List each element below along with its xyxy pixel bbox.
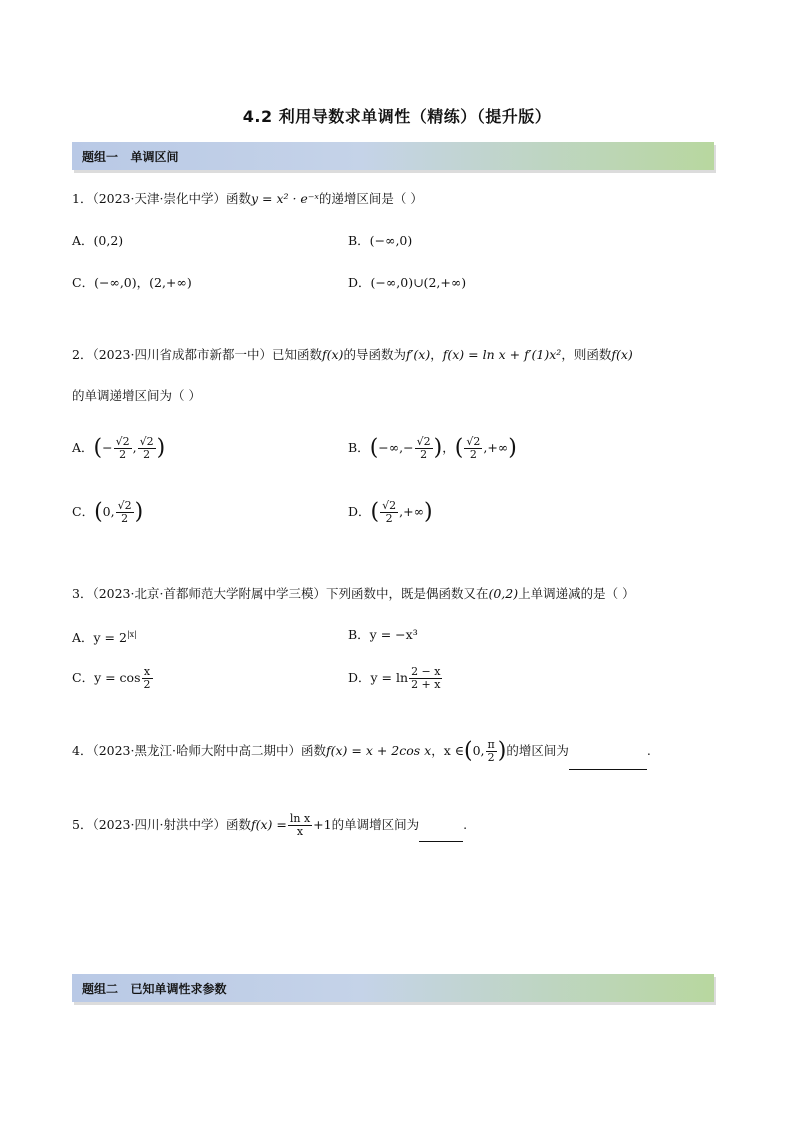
question-1-tail: 的递增区间是（ ）: [318, 191, 423, 206]
numerator: √2: [115, 435, 130, 448]
question-5-expr: f(x) =: [250, 817, 287, 832]
question-5-tail: 的单调增区间为: [331, 817, 420, 832]
fraction: [415, 436, 433, 461]
question-4-expr: f(x) = x + 2cos x: [325, 743, 432, 758]
option-b-label: B．: [348, 440, 370, 455]
question-2: [72, 345, 633, 365]
question-2-option-c[interactable]: [72, 494, 143, 531]
question-2-stem: 2．（2023·四川省成都市新都一中）已知函数: [72, 347, 322, 362]
question-1-option-b[interactable]: B．(−∞,0): [348, 233, 413, 248]
paren-close: ): [508, 435, 517, 461]
paren-open: (: [93, 435, 103, 461]
answer-blank[interactable]: [419, 827, 463, 842]
zero: 0,: [472, 743, 485, 758]
question-4-tail: 的增区间为: [506, 743, 569, 758]
fraction: [486, 739, 497, 764]
denominator: 2: [119, 448, 127, 461]
question-5-end: .: [463, 817, 468, 832]
zero: 0,: [102, 504, 115, 519]
denominator: 2: [385, 512, 393, 525]
question-3-stem: 3．（2023·北京·首都师范大学附属中学三模）下列函数中，既是偶函数又在: [72, 586, 489, 601]
section-banner-1: [72, 142, 714, 170]
paren-close: ): [156, 435, 166, 461]
question-2-equation: f(x) = ln x + f′(1)x²: [442, 347, 562, 362]
section-title-2: 题组二 已知单调性求参数: [82, 982, 227, 996]
paren-close: ): [424, 499, 433, 525]
fraction: [288, 813, 312, 838]
question-4: [72, 733, 651, 770]
denominator: 2: [420, 448, 428, 461]
numerator: √2: [466, 435, 481, 448]
fraction: [116, 500, 134, 525]
question-1-expr: y = x² · e⁻ˣ: [250, 191, 319, 206]
question-1-option-d[interactable]: D．(−∞,0)∪(2,+∞): [348, 275, 467, 290]
question-1-stem: 1．（2023·天津·崇化中学）函数: [72, 191, 251, 206]
question-3-tail: 上单调递减的是（ ）: [518, 586, 635, 601]
separator: ，: [442, 440, 455, 455]
question-4-end: .: [646, 743, 651, 758]
paren-open: (: [464, 738, 473, 764]
option-d-label: D．: [348, 504, 371, 519]
numerator: ln x: [289, 812, 311, 825]
paren-open: (: [370, 499, 380, 525]
paren-close: ): [134, 499, 144, 525]
question-3-option-d[interactable]: [348, 662, 443, 694]
question-3-interval: (0,2): [488, 586, 519, 601]
section-banner-2: [72, 974, 714, 1002]
numerator: π: [487, 738, 495, 751]
answer-blank[interactable]: [569, 755, 647, 770]
numerator: x: [142, 666, 153, 679]
fraction: [380, 500, 398, 525]
plus-inf: ,+∞: [483, 440, 509, 455]
question-2-fprime: f′(x): [405, 347, 431, 362]
question-5-plus: +1: [313, 817, 332, 832]
fraction: [138, 436, 156, 461]
fraction: [409, 666, 442, 691]
question-4-mid: ，x ∈: [431, 743, 464, 758]
question-1: [72, 189, 423, 209]
denominator: 2: [469, 448, 477, 461]
paren-open: (: [94, 499, 103, 525]
denominator: 2: [487, 751, 495, 764]
option-c-label: C．: [72, 504, 95, 519]
question-4-stem: 4．（2023·黑龙江·哈师大附中高二期中）函数: [72, 743, 326, 758]
question-2-sep: ，: [430, 347, 443, 362]
question-2-option-a[interactable]: [72, 430, 165, 467]
paren-close: ): [497, 738, 507, 764]
question-3: [72, 584, 635, 604]
question-2-line2: 的单调递增区间为（ ）: [72, 388, 201, 403]
plus-inf: ,+∞: [399, 504, 425, 519]
option-a-text: A．y = 2: [72, 630, 127, 646]
question-3-option-b[interactable]: B．y = −x³: [348, 627, 418, 642]
comma: ,: [132, 440, 137, 455]
option-a-exponent: |x|: [126, 630, 137, 639]
question-2-mid1: 的导函数为: [343, 347, 406, 362]
page-title: 4.2 利用导数求单调性（精练）（提升版）: [242, 107, 552, 126]
numerator: 2 − x: [411, 665, 441, 678]
fraction: [464, 436, 482, 461]
question-2-option-b[interactable]: [348, 430, 517, 467]
option-a-label: A．: [72, 440, 94, 455]
question-2-mid2: ，则函数: [561, 347, 612, 362]
numerator: √2: [416, 435, 431, 448]
numerator: √2: [382, 499, 397, 512]
section-title-1: 题组一 单调区间: [82, 150, 179, 164]
fraction: [142, 666, 153, 691]
numerator: √2: [117, 499, 132, 512]
question-5-stem: 5．（2023·四川·射洪中学）函数: [72, 817, 251, 832]
question-2-fx: f(x): [322, 347, 344, 362]
denominator: 2 + x: [411, 678, 441, 691]
question-5: [72, 808, 467, 842]
question-2-fx2: f(x): [611, 347, 633, 362]
option-c-text: C．y = cos: [72, 670, 141, 685]
denominator: 2: [121, 512, 129, 525]
fraction: [114, 436, 132, 461]
denominator: 2: [143, 678, 151, 691]
question-3-option-c[interactable]: [72, 662, 154, 694]
paren-open: (: [454, 435, 464, 461]
question-1-option-a[interactable]: A．(0,2): [72, 233, 124, 248]
neg-inf: −∞,−: [378, 440, 414, 455]
question-3-option-a[interactable]: [72, 625, 137, 648]
numerator: √2: [139, 435, 154, 448]
paren-open: (: [369, 435, 379, 461]
denominator: 2: [143, 448, 151, 461]
paren-close: ): [433, 435, 443, 461]
minus-sign: −: [102, 440, 113, 455]
option-d-text: D．y = ln: [348, 670, 409, 685]
denominator: x: [296, 825, 304, 838]
question-1-option-c[interactable]: C．(−∞,0)，(2,+∞): [72, 275, 192, 290]
question-2-option-d[interactable]: [348, 494, 433, 531]
